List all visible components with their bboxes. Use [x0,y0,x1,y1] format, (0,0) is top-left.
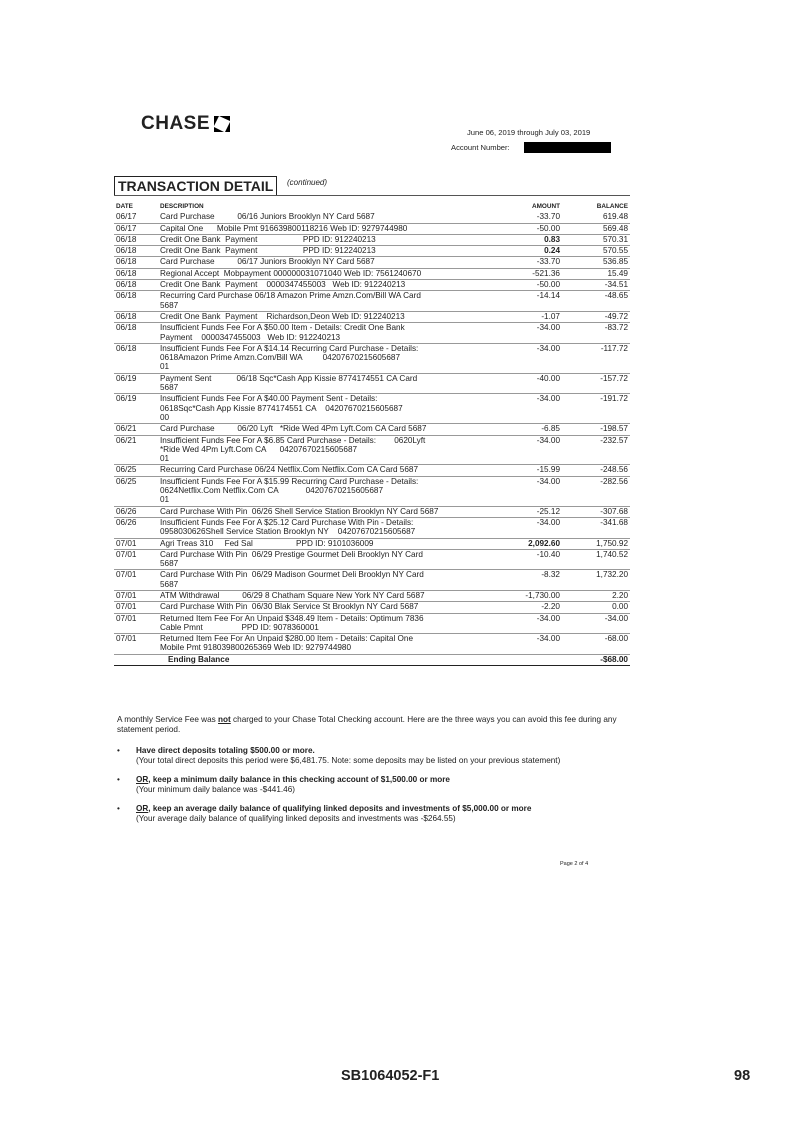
fee-waiver-heading [136,804,637,814]
transaction-amount: -521.36 [492,268,562,279]
transaction-date: 07/01 [114,570,158,591]
table-row [114,517,630,538]
table-row [114,268,630,279]
intro-text-b: charged to your Chase Total Checking account. Here are the three ways you can avoid this fee during any statement period. [117,715,617,734]
transaction-balance: 1,740.52 [562,549,630,570]
fee-waiver-condition: Have direct deposits totaling $500.00 or more. [136,746,315,755]
transaction-description: Card Purchase With Pin 06/26 Shell Service Station Brooklyn NY Card 5687 [158,506,492,517]
description-column-header: DESCRIPTION [160,203,204,210]
ending-date-cell [114,654,158,665]
transaction-balance: 15.49 [562,268,630,279]
transaction-balance: -248.56 [562,465,630,476]
transaction-balance: 2.20 [562,590,630,601]
transaction-date: 06/25 [114,476,158,506]
chase-octagon-icon [214,116,230,132]
page-number: Page 2 of 4 [560,861,589,867]
transaction-description: Returned Item Fee For An Unpaid $280.00 Item - Details: Capital One Mobile Pmt 918039800265369 Web ID: 9279744980 [158,634,492,655]
transaction-amount: -10.40 [492,549,562,570]
chase-logo [141,113,230,135]
continued-label: (continued) [287,178,328,187]
bullet-icon: • [117,746,120,755]
transaction-amount: -34.00 [492,613,562,634]
transaction-amount: -15.99 [492,465,562,476]
transaction-balance: 1,732.20 [562,570,630,591]
transaction-description: Insufficient Funds Fee For A $40.00 Payment Sent - Details: 0618Sqc*Cash App Kissie 8774174551 CA 04207670215605687 00 [158,394,492,424]
table-row [114,257,630,268]
intro-not: not [218,715,231,724]
transaction-date: 06/26 [114,506,158,517]
amount-column-header: AMOUNT [531,203,560,210]
transaction-description: Credit One Bank Payment PPD ID: 912240213 [158,234,492,245]
table-row [114,234,630,245]
transaction-balance: -341.68 [562,517,630,538]
transaction-table [114,202,630,666]
table-row [114,476,630,506]
table-row [114,538,630,549]
transaction-amount: -6.85 [492,424,562,435]
transaction-balance: 570.55 [562,246,630,257]
transaction-date: 07/01 [114,613,158,634]
transaction-date: 06/19 [114,373,158,394]
ending-balance-row [114,654,630,665]
table-row [114,506,630,517]
fee-waiver-list [117,746,637,824]
transaction-date: 07/01 [114,538,158,549]
logo-text: CHASE [141,113,211,134]
ending-amount-cell [492,654,562,665]
transaction-description: Payment Sent 06/18 Sqc*Cash App Kissie 8774174551 CA Card 5687 [158,373,492,394]
transaction-date: 06/26 [114,517,158,538]
transaction-balance: -157.72 [562,373,630,394]
fee-waiver-condition: , keep a minimum daily balance in this checking account of $1,500.00 or more [148,775,450,784]
transaction-date: 06/17 [114,212,158,223]
transaction-date: 06/18 [114,268,158,279]
transaction-balance: -307.68 [562,506,630,517]
transaction-amount: -34.00 [492,634,562,655]
transaction-date: 06/18 [114,291,158,312]
fee-waiver-item [117,775,637,795]
transaction-amount: -34.00 [492,435,562,465]
transaction-amount: -14.14 [492,291,562,312]
table-row [114,323,630,344]
table-row [114,570,630,591]
transaction-description: Recurring Card Purchase 06/18 Amazon Prime Amzn.Com/Bill WA Card 5687 [158,291,492,312]
transaction-balance: 536.85 [562,257,630,268]
transaction-description: ATM Withdrawal 06/29 8 Chatham Square New York NY Card 5687 [158,590,492,601]
transaction-amount: -34.00 [492,394,562,424]
transaction-amount: -34.00 [492,476,562,506]
table-header-row [114,202,630,212]
table-row [114,634,630,655]
table-row [114,373,630,394]
table-row [114,280,630,291]
fee-waiver-heading [136,746,637,756]
table-row [114,465,630,476]
transaction-balance: -191.72 [562,394,630,424]
table-row [114,602,630,613]
date-column-header: DATE [116,203,133,210]
transaction-description: Capital One Mobile Pmt 916639800118216 Web ID: 9279744980 [158,223,492,234]
transaction-balance: -198.57 [562,424,630,435]
transaction-description: Credit One Bank Payment Richardson,Deon Web ID: 912240213 [158,311,492,322]
transaction-date: 06/19 [114,394,158,424]
transaction-amount: -34.00 [492,343,562,373]
table-row [114,311,630,322]
transaction-date: 07/01 [114,590,158,601]
transaction-description: Recurring Card Purchase 06/24 Netflix.Com Netflix.Com CA Card 5687 [158,465,492,476]
service-fee-intro [117,715,637,735]
table-row [114,613,630,634]
document-code: SB1064052-F1 [341,1068,440,1084]
transaction-amount: 2,092.60 [492,538,562,549]
transaction-date: 06/25 [114,465,158,476]
transaction-balance: -34.51 [562,280,630,291]
transaction-amount: -25.12 [492,506,562,517]
transaction-date: 06/18 [114,280,158,291]
table-row [114,549,630,570]
redacted-account-number [524,142,611,153]
table-row [114,424,630,435]
transaction-amount: -8.32 [492,570,562,591]
transaction-amount: -33.70 [492,257,562,268]
table-row [114,590,630,601]
table-row [114,223,630,234]
transaction-amount: -33.70 [492,212,562,223]
title-divider [114,195,630,196]
transaction-date: 06/18 [114,257,158,268]
transaction-balance: -68.00 [562,634,630,655]
account-number [451,142,611,153]
fee-waiver-heading [136,775,637,785]
table-row [114,394,630,424]
transaction-balance: 619.48 [562,212,630,223]
table-row [114,291,630,312]
transaction-date: 06/18 [114,343,158,373]
table-row [114,343,630,373]
transaction-balance: 570.31 [562,234,630,245]
transaction-balance: -282.56 [562,476,630,506]
transaction-date: 06/17 [114,223,158,234]
transaction-description: Card Purchase 06/20 Lyft *Ride Wed 4Pm Lyft.Com CA Card 5687 [158,424,492,435]
transaction-description: Credit One Bank Payment 0000347455003 Web ID: 912240213 [158,280,492,291]
transaction-date: 06/18 [114,234,158,245]
transaction-description: Credit One Bank Payment PPD ID: 912240213 [158,246,492,257]
transaction-description: Insufficient Funds Fee For A $6.85 Card Purchase - Details: 0620Lyft *Ride Wed 4Pm Lyft.Com CA 04207670215605687 01 [158,435,492,465]
transaction-rows [114,212,630,654]
or-label: OR [136,775,149,784]
transaction-description: Insufficient Funds Fee For A $15.99 Recurring Card Purchase - Details: 0624Netflix.Com Netflix.Com CA 04207670215605687 01 [158,476,492,506]
transaction-balance: 569.48 [562,223,630,234]
transaction-date: 06/21 [114,435,158,465]
fee-waiver-detail: (Your total direct deposits this period were $6,481.75. Note: some deposits may be listed on your previous statement) [136,756,561,765]
transaction-amount: -1.07 [492,311,562,322]
transaction-date: 06/18 [114,323,158,344]
balance-column-header: BALANCE [596,203,628,210]
transaction-description: Insufficient Funds Fee For A $14.14 Recurring Card Purchase - Details: 0618Amazon Prime Amzn.Com/Bill WA 04207670215605687 01 [158,343,492,373]
transaction-date: 06/18 [114,311,158,322]
statement-period: June 06, 2019 through July 03, 2019 [467,128,591,137]
table-row [114,212,630,223]
service-fee-notes [117,715,637,833]
bullet-icon: • [117,775,120,784]
transaction-date: 06/21 [114,424,158,435]
transaction-description: Card Purchase With Pin 06/29 Madison Gourmet Deli Brooklyn NY Card 5687 [158,570,492,591]
transaction-amount: 0.83 [492,234,562,245]
transaction-date: 06/18 [114,246,158,257]
table-row [114,435,630,465]
table-row [114,246,630,257]
transaction-amount: -1,730.00 [492,590,562,601]
transaction-date: 07/01 [114,602,158,613]
fee-waiver-condition: , keep an average daily balance of qualifying linked deposits and investments of $5,000.00 or more [148,804,532,813]
transaction-description: Agri Treas 310 Fed Sal PPD ID: 9101036009 [158,538,492,549]
ending-balance-label: Ending Balance [158,654,492,665]
transaction-date: 07/01 [114,549,158,570]
transaction-amount: -34.00 [492,517,562,538]
fee-waiver-detail: (Your average daily balance of qualifying linked deposits and investments was -$264.55) [136,814,456,823]
bates-number: 98 [734,1068,751,1084]
transaction-description: Insufficient Funds Fee For A $25.12 Card Purchase With Pin - Details: 0958030626Shell Service Station Brooklyn NY 04207670215605687 [158,517,492,538]
fee-waiver-detail: (Your minimum daily balance was -$441.46) [136,785,295,794]
transaction-description: Returned Item Fee For An Unpaid $348.49 Item - Details: Optimum 7836 Cable Pmnt PPD ID: 9078360001 [158,613,492,634]
transaction-description: Card Purchase 06/16 Juniors Brooklyn NY Card 5687 [158,212,492,223]
transaction-balance: -83.72 [562,323,630,344]
transaction-balance: -117.72 [562,343,630,373]
transaction-date: 07/01 [114,634,158,655]
account-label: Account Number: [451,143,510,152]
transaction-amount: -50.00 [492,280,562,291]
transaction-balance: -49.72 [562,311,630,322]
transaction-description: Card Purchase 06/17 Juniors Brooklyn NY Card 5687 [158,257,492,268]
transaction-balance: -34.00 [562,613,630,634]
section-title: TRANSACTION DETAIL [114,176,277,196]
transaction-balance: -232.57 [562,435,630,465]
transaction-amount: -34.00 [492,323,562,344]
or-label: OR [136,804,149,813]
transaction-amount: -50.00 [492,223,562,234]
transaction-balance: -48.65 [562,291,630,312]
bullet-icon: • [117,804,120,813]
transaction-description: Card Purchase With Pin 06/30 Blak Service St Brooklyn NY Card 5687 [158,602,492,613]
transaction-description: Card Purchase With Pin 06/29 Prestige Gourmet Deli Brooklyn NY Card 5687 [158,549,492,570]
transaction-amount: -2.20 [492,602,562,613]
transaction-balance: 1,750.92 [562,538,630,549]
transaction-amount: -40.00 [492,373,562,394]
fee-waiver-item [117,804,637,824]
fee-waiver-item [117,746,637,766]
transaction-description: Regional Accept Mobpayment 000000031071040 Web ID: 7561240670 [158,268,492,279]
transaction-amount: 0.24 [492,246,562,257]
intro-text-a: A monthly Service Fee was [117,715,219,724]
transaction-balance: 0.00 [562,602,630,613]
ending-balance-value: -$68.00 [562,654,630,665]
transaction-description: Insufficient Funds Fee For A $50.00 Item - Details: Credit One Bank Payment 0000347455003 Web ID: 912240213 [158,323,492,344]
